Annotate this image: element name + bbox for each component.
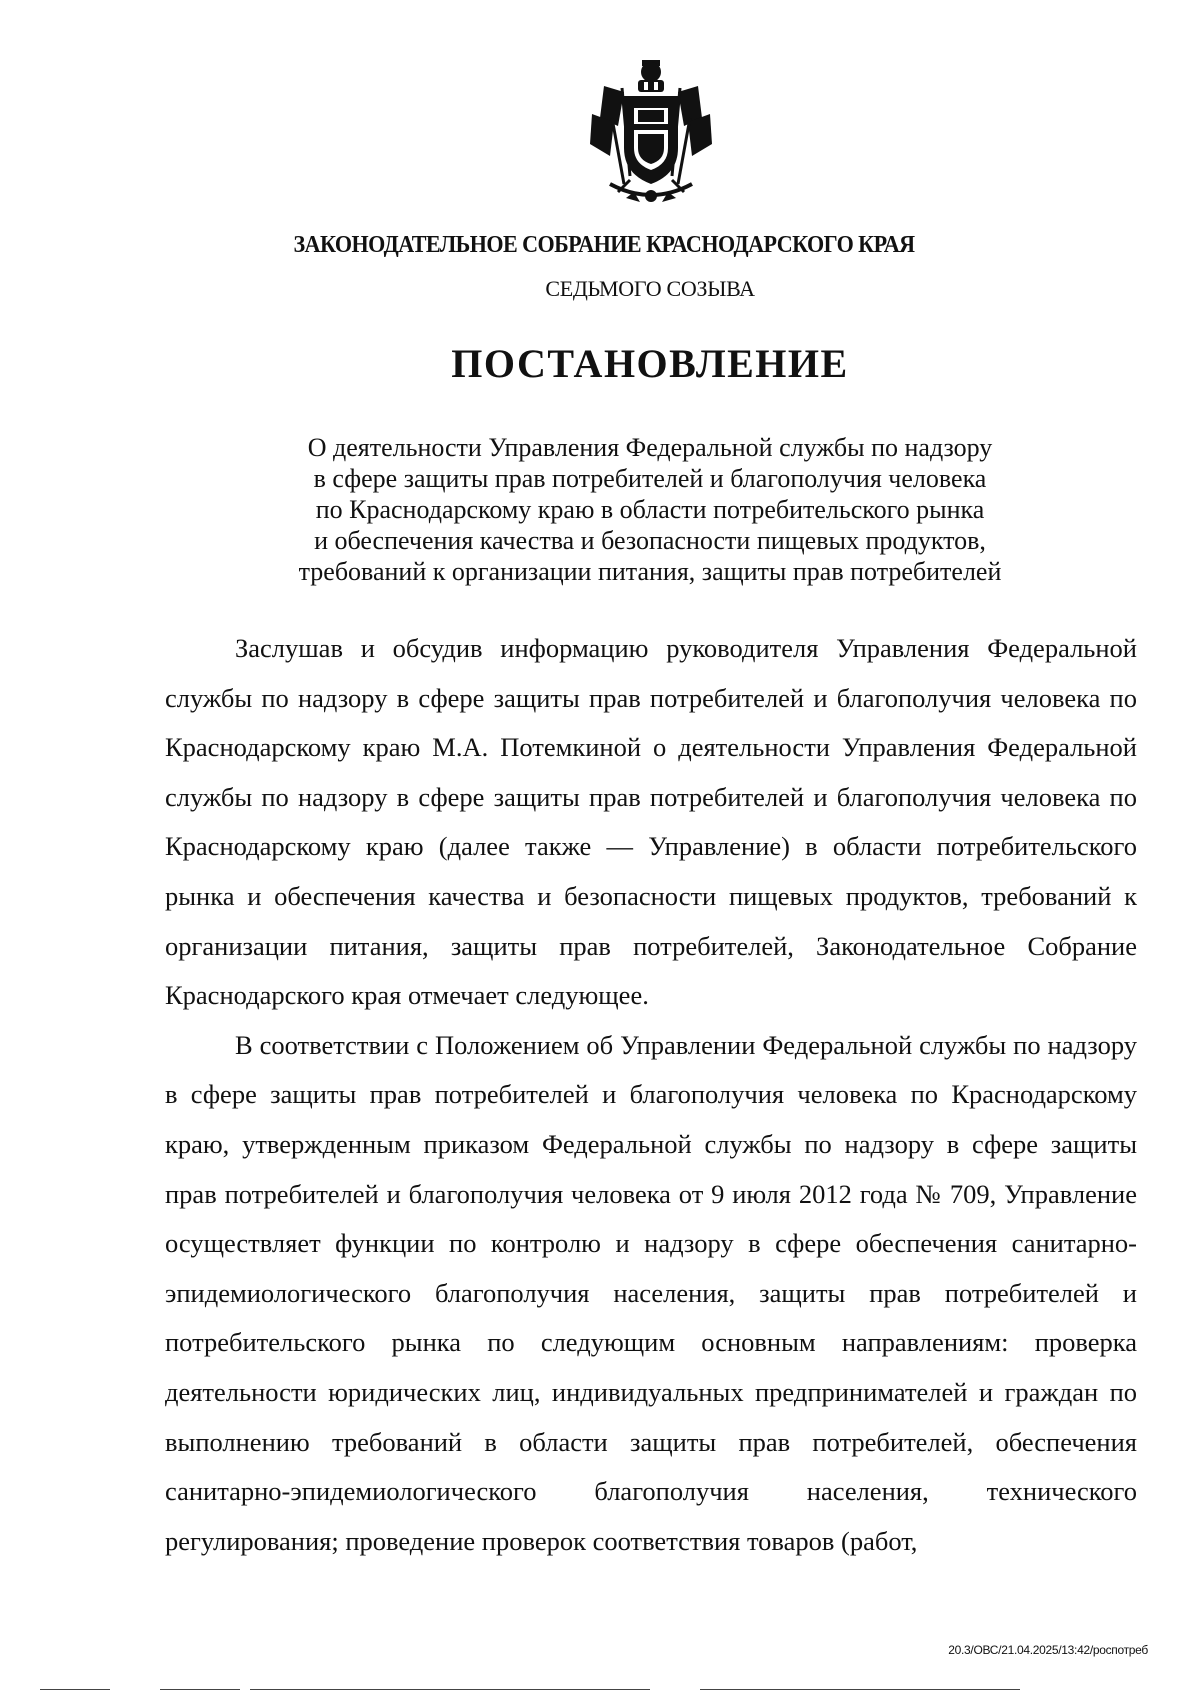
bottom-divider — [700, 1689, 1020, 1690]
subject-line: и обеспечения качества и безопасности пищевых продуктов, — [314, 526, 986, 555]
subject-line: О деятельности Управления Федеральной службы по надзору — [307, 433, 993, 462]
organization-title: ЗАКОНОДАТЕЛЬНОЕ СОБРАНИЕ КРАСНОДАРСКОГО КРАЯ — [293, 232, 915, 258]
bottom-divider — [40, 1689, 110, 1690]
coat-of-arms-icon — [590, 56, 712, 208]
body-paragraph: В соответствии с Положением об Управлении Федеральной службы по надзору в сфере защиты прав потребителей и благополучия человека по Краснодарскому краю, утвержденным приказом Федеральной службы по надзору в сфере защиты прав потребителей и благополучия человека от 9 июля 2012 года № 709, Управление осуществляет функции по контролю и надзору в сфере обеспечения санитарно-эпидемиологического благополучия населения, защиты прав потребителей и потребительского рынка по следующим основным направлениям: проверка деятельности юридических лиц, индивидуальных предпринимателей и граждан по выполнению требований в области защиты прав потребителей, обеспечения санитарно-эпидемиологического благополучия населения, технического регулирования; проведение проверок соответствия товаров (работ, — [165, 1029, 1137, 1556]
bottom-divider — [250, 1689, 650, 1690]
subject-line: требований к организации питания, защиты прав потребителей — [298, 557, 1002, 586]
convocation-label: СЕДЬМОГО СОЗЫВА — [545, 276, 755, 301]
subject-line: по Краснодарскому краю в области потребительского рынка — [315, 495, 985, 524]
document-body — [165, 624, 1137, 1566]
registration-stamp: 20.3/ОВС/21.04.2025/13:42/роспотреб — [948, 1643, 1148, 1657]
document-type-heading: ПОСТАНОВЛЕНИЕ — [451, 341, 849, 386]
subject-line: в сфере защиты прав потребителей и благополучия человека — [313, 464, 987, 493]
body-paragraph: Заслушав и обсудив информацию руководителя Управления Федеральной службы по надзору в сфере защиты прав потребителей и благополучия человека по Краснодарскому краю М.А. Потемкиной о деятельности Управления Федеральной службы по надзору в сфере защиты прав потребителей и благополучия человека по Краснодарскому краю (далее также — Управление) в области потребительского рынка и обеспечения качества и безопасности пищевых продуктов, требований к организации питания, защиты прав потребителей, Законодательное Собрание Краснодарского края отмечает следующее. — [165, 633, 1137, 1011]
bottom-divider — [160, 1689, 240, 1690]
document-subject — [160, 432, 1140, 587]
